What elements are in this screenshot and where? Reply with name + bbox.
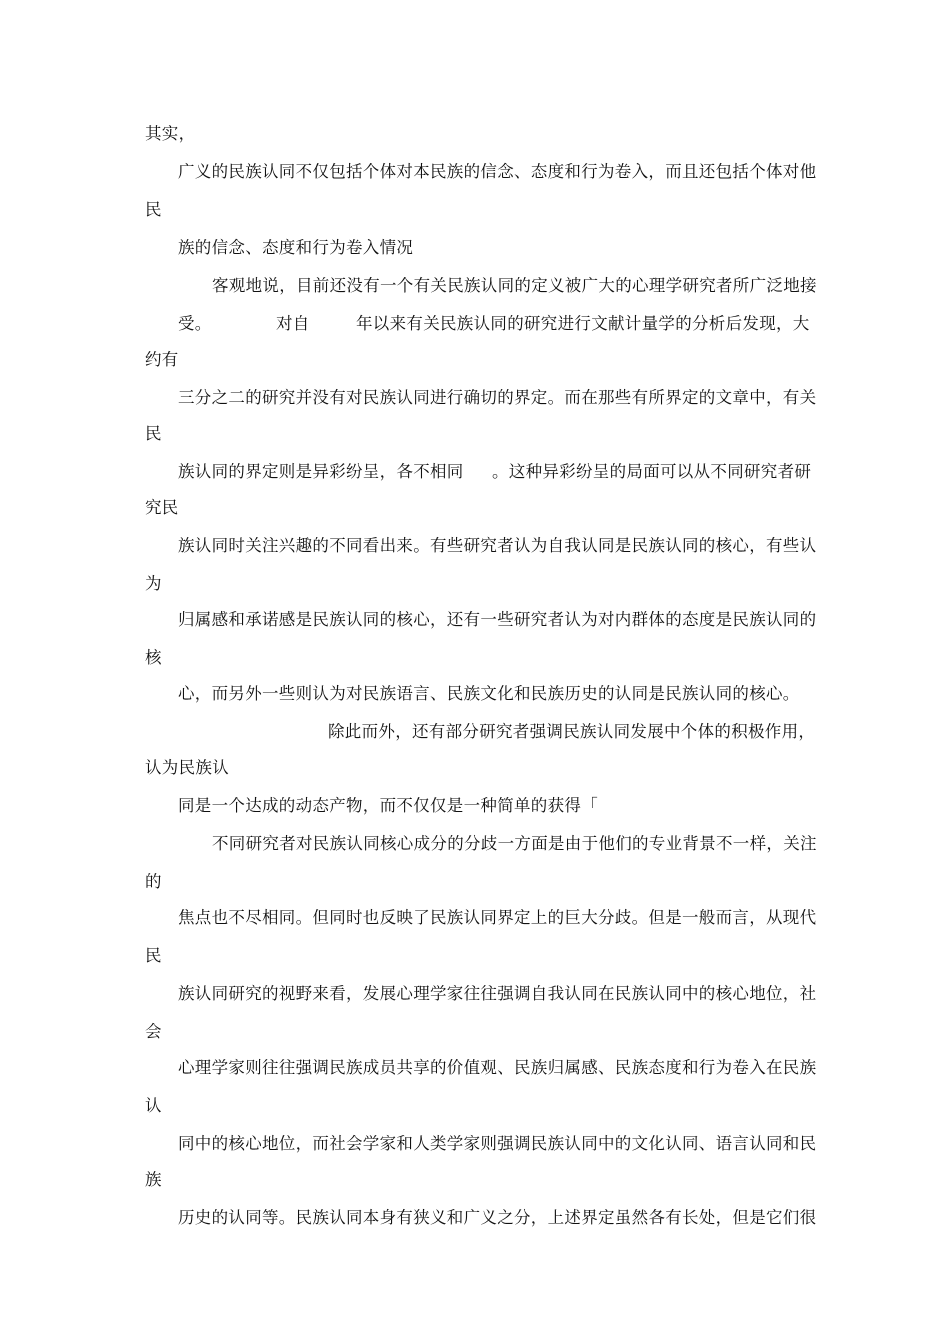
- text-line: 客观地说，目前还没有一个有关民族认同的定义被广大的心理学研究者所广泛地接: [212, 276, 817, 295]
- text-line: 认为民族认: [145, 758, 229, 777]
- text-segment: 对自: [276, 314, 310, 333]
- text-segment: 。这种异彩纷呈的局面可以从不同研究者研: [492, 462, 812, 481]
- text-line: 焦点也不尽相同。但同时也反映了民族认同界定上的巨大分歧。但是一般而言，从现代: [178, 908, 817, 927]
- text-line: [178, 462, 812, 482]
- text-line: 心理学家则往往强调民族成员共享的价值观、民族归属感、民族态度和行为卷入在民族: [178, 1058, 817, 1077]
- text-line: 族认同时关注兴趣的不同看出来。有些研究者认为自我认同是民族认同的核心，有些认: [178, 536, 817, 555]
- text-line: 会: [145, 1022, 162, 1041]
- text-segment: 受。: [178, 314, 212, 333]
- text-line: [178, 314, 810, 334]
- text-line: 究民: [145, 498, 179, 517]
- text-line: 历史的认同等。民族认同本身有狭义和广义之分，上述界定虽然各有长处，但是它们很: [178, 1208, 817, 1227]
- text-line: 除此而外，还有部分研究者强调民族认同发展中个体的积极作用，: [328, 722, 816, 741]
- text-line: 其实，: [145, 124, 196, 143]
- text-line: 为: [145, 574, 162, 593]
- text-line: 约有: [145, 350, 179, 369]
- text-line: 归属感和承诺感是民族认同的核心，还有一些研究者认为对内群体的态度是民族认同的: [178, 610, 817, 629]
- text-line: 的: [145, 872, 162, 891]
- text-line: 民: [145, 200, 162, 219]
- text-segment: 族认同的界定则是异彩纷呈，各不相同: [178, 462, 464, 481]
- text-line: 认: [145, 1096, 162, 1115]
- text-line: 族认同研究的视野来看，发展心理学家往往强调自我认同在民族认同中的核心地位，社: [178, 984, 817, 1003]
- text-line: 族的信念、态度和行为卷入情况: [178, 238, 414, 257]
- text-line: 不同研究者对民族认同核心成分的分歧一方面是由于他们的专业背景不一样，关注: [212, 834, 817, 853]
- text-line: 核: [145, 648, 162, 667]
- text-line: 广义的民族认同不仅包括个体对本民族的信念、态度和行为卷入，而且还包括个体对他: [178, 162, 817, 181]
- text-segment: 年以来有关民族认同的研究进行文献计量学的分析后发现，大: [356, 314, 810, 333]
- text-line: 同中的核心地位，而社会学家和人类学家则强调民族认同中的文化认同、语言认同和民: [178, 1134, 817, 1153]
- text-line: 三分之二的研究并没有对民族认同进行确切的界定。而在那些有所界定的文章中，有关: [178, 388, 817, 407]
- text-line: 民: [145, 946, 162, 965]
- text-line: 心，而另外一些则认为对民族语言、民族文化和民族历史的认同是民族认同的核心。: [178, 684, 800, 703]
- text-line: 民: [145, 424, 162, 443]
- text-line: 族: [145, 1170, 162, 1189]
- text-line: 同是一个达成的动态产物，而不仅仅是一种简单的获得「: [178, 796, 598, 815]
